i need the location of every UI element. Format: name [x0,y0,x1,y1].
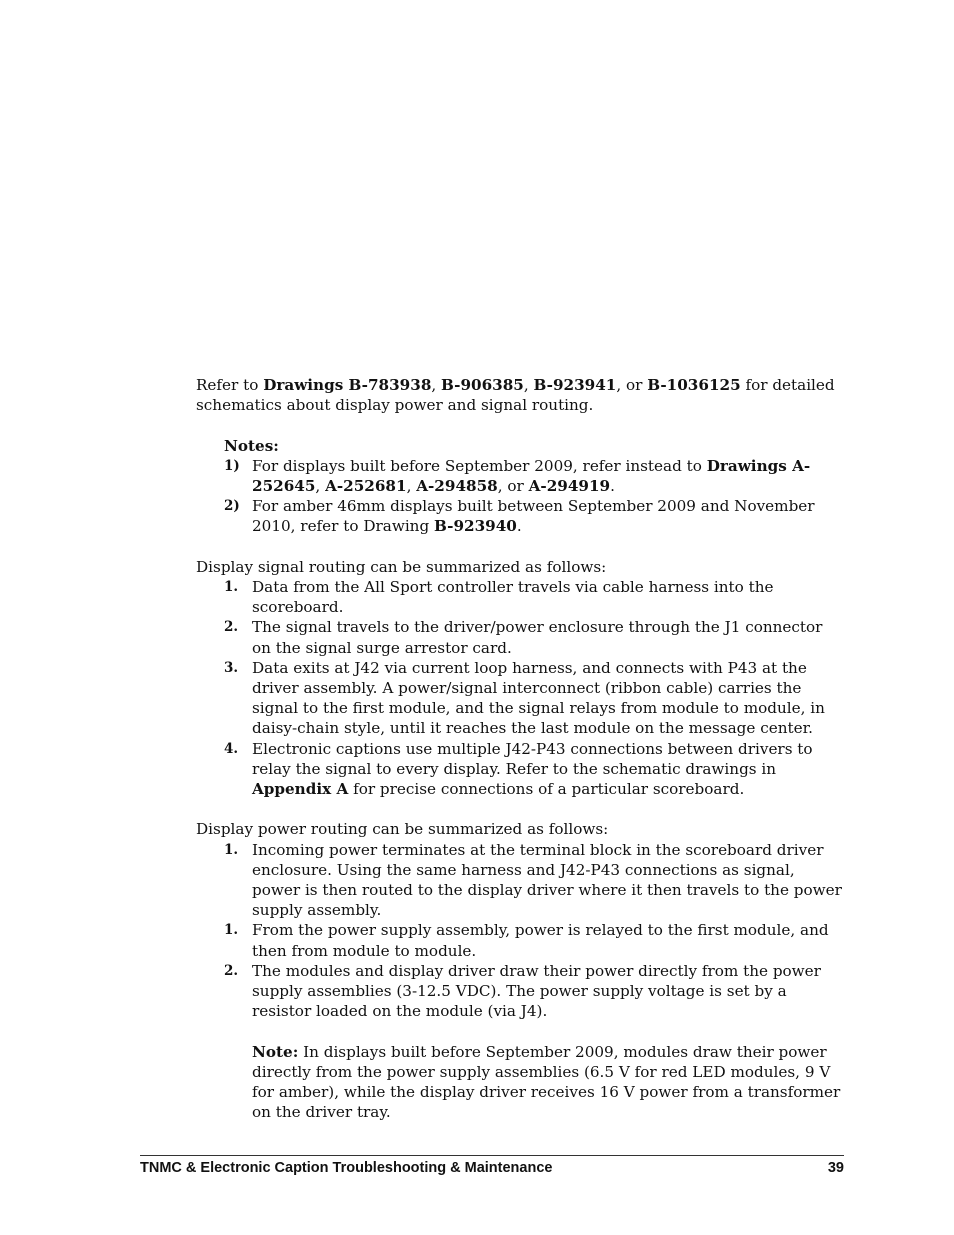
footer-title: TNMC & Electronic Caption Troubleshooting & Maintenance [140,1160,553,1176]
drawing-ref: B-1036125 [647,376,741,394]
step-number: 1. [224,579,239,595]
step-text: Data exits at J42 via current loop harness, and connects with P43 at the driver assembly. A power/signal interconnect (ribbon cable) carries the signal to the first module, and the signal relays from module to module, in daisy-chain style, until it reaches the last module on the message center. [252,658,825,738]
drawing-ref: A-294858 [416,477,498,495]
note-text: In displays built before September 2009, modules draw their power directly from the power supply assemblies (6.5 V for red LED modules, 9 V for amber), while the display driver receives 16 V power from a transformer on the driver tray. [252,1042,841,1122]
note-text: , or [497,477,529,495]
signal-intro: Display signal routing can be summarized as follows: [196,557,607,576]
note-text: For amber 46mm displays built between September 2009 and November 2010, refer to Drawing [252,497,815,536]
step-number: 2. [224,619,239,636]
step-text: Incoming power terminates at the terminal block in the scoreboard driver enclosure. Using the same harness and J42-P43 connections as signal, power is then routed to the display driver where it then travels to the power supply assembly. [252,840,842,920]
intro-paragraph [196,375,842,415]
step-text: for precise connections of a particular scoreboard. [348,780,745,799]
step-text: Electronic captions use multiple J42-P43 connections between drivers to relay the signal to every display. Refer to the schematic drawings in [252,739,813,778]
note-number: 2) [224,498,240,515]
power-step [196,840,842,921]
drawing-ref: A-252681 [325,477,407,495]
power-intro: Display power routing can be summarized as follows: [196,820,609,839]
intro-text: for detailed schematics about display power and signal routing. [196,376,835,415]
step-text: From the power supply assembly, power is relayed to the first module, and then from module to module. [252,921,829,960]
intro-text: , [523,376,534,394]
drawing-ref: B-906385 [441,376,524,394]
signal-step [196,739,842,800]
intro-text: , or [616,376,648,394]
step-text: Data from the All Sport controller travels via cable harness into the scoreboard. [252,578,774,617]
appendix-ref: Appendix A [252,780,349,799]
footer-divider [140,1155,844,1156]
note-label: Note: [252,1042,299,1061]
step-text: The modules and display driver draw their power directly from the power supply assemblies (3-12.5 VDC). The power supply voltage is set by a resistor loaded on the module (via J4). [252,961,821,1021]
page-body [196,375,842,1122]
signal-step [196,577,842,617]
drawing-ref: B-923941 [533,376,617,394]
notes-heading [224,436,842,456]
signal-step [196,617,842,657]
power-step [196,961,842,1022]
step-number: 1. [224,841,239,858]
note-text: For displays built before September 2009, refer instead to [252,456,707,475]
intro-text: , [431,376,442,394]
drawing-ref: Drawings B-783938 [263,376,432,394]
note-text: , [406,477,417,495]
step-number: 4. [224,740,239,757]
notes-heading-text: Notes: [224,436,279,455]
power-note [252,1042,842,1123]
step-number: 1. [224,922,239,939]
step-number: 3. [224,659,239,676]
note-item [196,496,842,536]
note-number: 1) [224,457,240,474]
step-number: 2. [224,962,239,979]
note-text: . [610,477,615,495]
intro-text: Refer to [196,376,264,394]
page-number: 39 [827,1160,844,1176]
note-text: , [315,477,326,495]
note-item [196,456,842,496]
drawing-ref: Drawings A-252645 [252,456,811,495]
drawing-ref: B-923940 [434,517,517,536]
step-text: The signal travels to the driver/power enclosure through the J1 connector on the signal surge arrestor card. [252,618,823,657]
page-footer [140,1160,844,1176]
power-step [196,920,842,960]
note-text: . [516,517,522,536]
signal-step [196,658,842,739]
drawing-ref: A-294919 [528,477,611,495]
